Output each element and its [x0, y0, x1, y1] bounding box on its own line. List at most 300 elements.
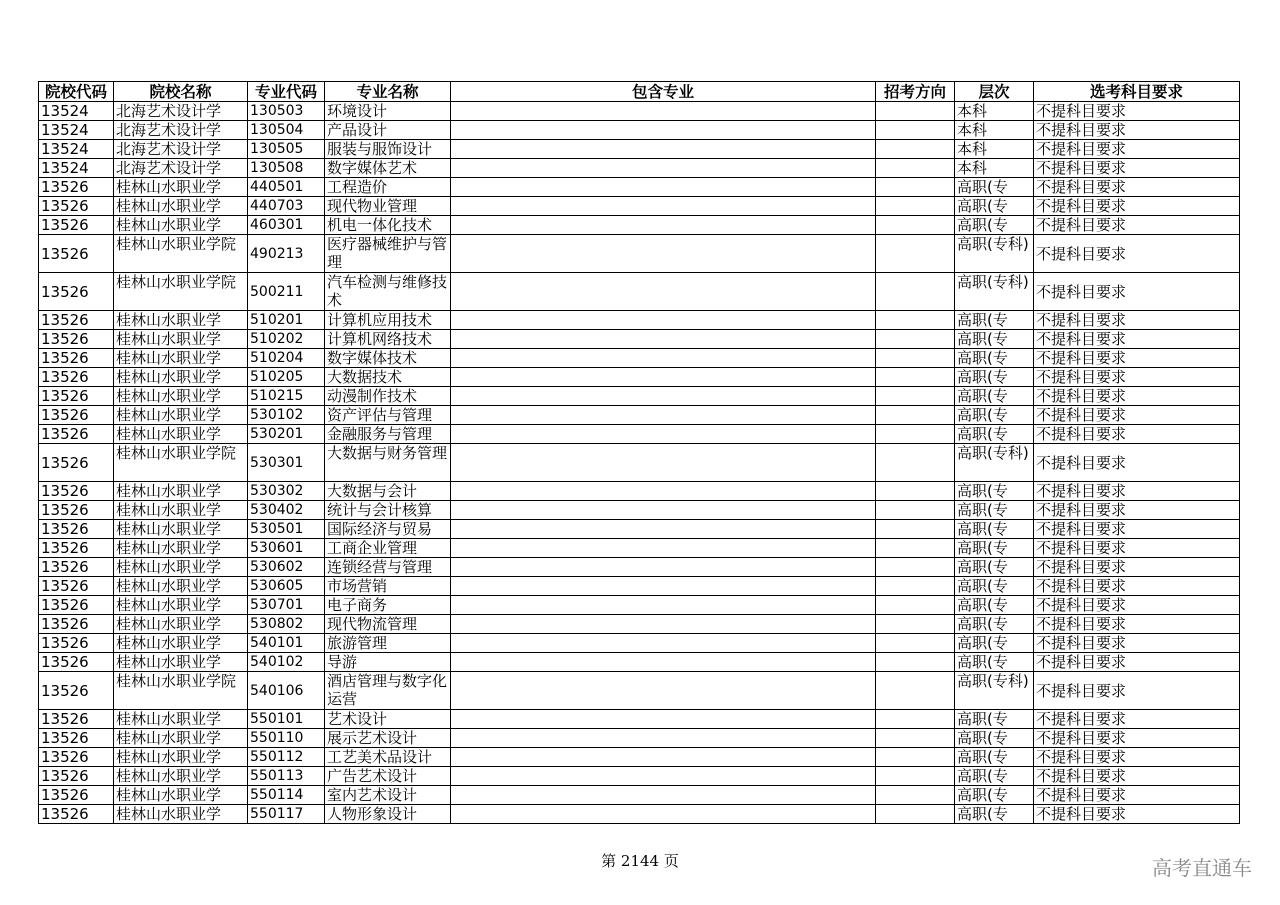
cell-major-code: 510215 — [248, 387, 325, 406]
table-row — [39, 406, 1240, 425]
cell-requirement: 不提科目要求 — [1034, 140, 1240, 159]
cell-requirement: 不提科目要求 — [1034, 501, 1240, 520]
cell-major-name: 艺术设计 — [325, 710, 451, 729]
cell-major-code: 130504 — [248, 121, 325, 140]
cell-includes — [451, 273, 876, 311]
cell-school-code: 13526 — [39, 634, 114, 653]
cell-school-name: 桂林山水职业学 — [114, 482, 248, 501]
cell-includes — [451, 178, 876, 197]
cell-major-name: 大数据技术 — [325, 368, 451, 387]
table-row — [39, 387, 1240, 406]
table-row — [39, 615, 1240, 634]
cell-includes — [451, 558, 876, 577]
cell-level: 高职(专 — [955, 349, 1034, 368]
cell-requirement: 不提科目要求 — [1034, 482, 1240, 501]
page-number: 第 2144 页 — [601, 852, 679, 870]
cell-requirement: 不提科目要求 — [1034, 634, 1240, 653]
cell-includes — [451, 159, 876, 178]
cell-school-code: 13526 — [39, 501, 114, 520]
table-row — [39, 634, 1240, 653]
cell-major-name: 市场营销 — [325, 577, 451, 596]
cell-direction — [876, 482, 955, 501]
cell-direction — [876, 387, 955, 406]
cell-level: 本科 — [955, 102, 1034, 121]
table-row — [39, 178, 1240, 197]
cell-major-name: 酒店管理与数字化运营 — [325, 672, 451, 710]
header-major-code: 专业代码 — [248, 82, 325, 102]
table-row — [39, 102, 1240, 121]
cell-school-name: 桂林山水职业学 — [114, 178, 248, 197]
cell-school-name: 桂林山水职业学 — [114, 330, 248, 349]
cell-school-name: 北海艺术设计学 — [114, 102, 248, 121]
cell-major-code: 550117 — [248, 805, 325, 824]
cell-direction — [876, 311, 955, 330]
cell-major-name: 工商企业管理 — [325, 539, 451, 558]
cell-direction — [876, 216, 955, 235]
cell-school-code: 13526 — [39, 729, 114, 748]
cell-major-code: 510202 — [248, 330, 325, 349]
cell-requirement: 不提科目要求 — [1034, 767, 1240, 786]
cell-school-name: 北海艺术设计学 — [114, 140, 248, 159]
cell-requirement: 不提科目要求 — [1034, 273, 1240, 311]
cell-major-code: 130508 — [248, 159, 325, 178]
cell-includes — [451, 387, 876, 406]
cell-includes — [451, 577, 876, 596]
cell-direction — [876, 615, 955, 634]
cell-school-name: 桂林山水职业学 — [114, 406, 248, 425]
cell-requirement: 不提科目要求 — [1034, 558, 1240, 577]
cell-includes — [451, 786, 876, 805]
watermark-logo: 高考直通车 — [1152, 856, 1252, 880]
header-includes: 包含专业 — [451, 82, 876, 102]
cell-level: 高职(专 — [955, 710, 1034, 729]
cell-school-code: 13526 — [39, 178, 114, 197]
admissions-table — [38, 81, 1240, 824]
cell-major-code: 440703 — [248, 197, 325, 216]
cell-level: 高职(专 — [955, 805, 1034, 824]
cell-major-code: 500211 — [248, 273, 325, 311]
cell-level: 高职(专 — [955, 653, 1034, 672]
cell-level: 高职(专科) — [955, 235, 1034, 273]
cell-school-code: 13526 — [39, 235, 114, 273]
cell-school-code: 13526 — [39, 786, 114, 805]
cell-level: 高职(专 — [955, 501, 1034, 520]
cell-includes — [451, 102, 876, 121]
table-row — [39, 273, 1240, 311]
cell-major-name: 汽车检测与维修技术 — [325, 273, 451, 311]
cell-direction — [876, 159, 955, 178]
cell-school-code: 13526 — [39, 596, 114, 615]
cell-school-name: 桂林山水职业学 — [114, 615, 248, 634]
cell-school-code: 13526 — [39, 387, 114, 406]
cell-school-name: 北海艺术设计学 — [114, 121, 248, 140]
table-row — [39, 349, 1240, 368]
cell-direction — [876, 729, 955, 748]
cell-major-code: 130503 — [248, 102, 325, 121]
cell-school-name: 桂林山水职业学院 — [114, 235, 248, 273]
cell-major-code: 530201 — [248, 425, 325, 444]
cell-major-name: 工艺美术品设计 — [325, 748, 451, 767]
cell-includes — [451, 748, 876, 767]
cell-level: 高职(专 — [955, 425, 1034, 444]
cell-includes — [451, 767, 876, 786]
cell-school-name: 桂林山水职业学 — [114, 558, 248, 577]
table-row — [39, 577, 1240, 596]
cell-requirement: 不提科目要求 — [1034, 805, 1240, 824]
cell-requirement: 不提科目要求 — [1034, 729, 1240, 748]
cell-school-code: 13526 — [39, 349, 114, 368]
cell-level: 高职(专 — [955, 197, 1034, 216]
cell-requirement: 不提科目要求 — [1034, 425, 1240, 444]
cell-requirement: 不提科目要求 — [1034, 786, 1240, 805]
cell-school-name: 桂林山水职业学 — [114, 634, 248, 653]
cell-major-name: 展示艺术设计 — [325, 729, 451, 748]
cell-school-code: 13524 — [39, 102, 114, 121]
cell-level: 高职(专 — [955, 406, 1034, 425]
table-row — [39, 710, 1240, 729]
cell-includes — [451, 121, 876, 140]
cell-requirement: 不提科目要求 — [1034, 520, 1240, 539]
cell-level: 高职(专 — [955, 596, 1034, 615]
cell-level: 高职(专 — [955, 368, 1034, 387]
cell-requirement: 不提科目要求 — [1034, 653, 1240, 672]
table-row — [39, 558, 1240, 577]
table-row — [39, 121, 1240, 140]
table-row — [39, 729, 1240, 748]
cell-major-code: 510201 — [248, 311, 325, 330]
cell-major-name: 产品设计 — [325, 121, 451, 140]
cell-direction — [876, 710, 955, 729]
cell-level: 高职(专 — [955, 786, 1034, 805]
header-direction: 招考方向 — [876, 82, 955, 102]
cell-direction — [876, 634, 955, 653]
cell-level: 高职(专 — [955, 748, 1034, 767]
table-row — [39, 596, 1240, 615]
cell-level: 高职(专 — [955, 216, 1034, 235]
cell-includes — [451, 615, 876, 634]
cell-level: 高职(专 — [955, 558, 1034, 577]
cell-school-code: 13526 — [39, 653, 114, 672]
cell-direction — [876, 539, 955, 558]
cell-includes — [451, 444, 876, 482]
cell-major-code: 540106 — [248, 672, 325, 710]
cell-level: 高职(专 — [955, 634, 1034, 653]
cell-level: 高职(专科) — [955, 444, 1034, 482]
cell-level: 高职(专 — [955, 387, 1034, 406]
cell-includes — [451, 805, 876, 824]
cell-requirement: 不提科目要求 — [1034, 349, 1240, 368]
cell-major-code: 530601 — [248, 539, 325, 558]
cell-major-name: 数字媒体艺术 — [325, 159, 451, 178]
cell-level: 本科 — [955, 121, 1034, 140]
cell-level: 高职(专 — [955, 178, 1034, 197]
table-row — [39, 197, 1240, 216]
cell-school-code: 13526 — [39, 539, 114, 558]
cell-major-name: 计算机应用技术 — [325, 311, 451, 330]
cell-direction — [876, 235, 955, 273]
cell-school-name: 桂林山水职业学院 — [114, 672, 248, 710]
cell-requirement: 不提科目要求 — [1034, 615, 1240, 634]
cell-direction — [876, 672, 955, 710]
cell-includes — [451, 729, 876, 748]
cell-requirement: 不提科目要求 — [1034, 539, 1240, 558]
cell-level: 高职(专 — [955, 615, 1034, 634]
cell-level: 高职(专科) — [955, 672, 1034, 710]
cell-school-code: 13526 — [39, 368, 114, 387]
cell-school-name: 桂林山水职业学 — [114, 539, 248, 558]
cell-school-name: 桂林山水职业学 — [114, 710, 248, 729]
cell-major-name: 国际经济与贸易 — [325, 520, 451, 539]
cell-major-name: 人物形象设计 — [325, 805, 451, 824]
cell-school-code: 13524 — [39, 140, 114, 159]
table-header-row — [39, 82, 1240, 102]
cell-includes — [451, 539, 876, 558]
cell-includes — [451, 235, 876, 273]
header-requirement: 选考科目要求 — [1034, 82, 1240, 102]
cell-includes — [451, 197, 876, 216]
cell-includes — [451, 349, 876, 368]
cell-school-code: 13526 — [39, 672, 114, 710]
cell-level: 高职(专 — [955, 577, 1034, 596]
cell-direction — [876, 121, 955, 140]
cell-direction — [876, 520, 955, 539]
cell-major-code: 550110 — [248, 729, 325, 748]
cell-school-name: 桂林山水职业学 — [114, 596, 248, 615]
cell-school-name: 桂林山水职业学 — [114, 349, 248, 368]
cell-major-name: 工程造价 — [325, 178, 451, 197]
cell-requirement: 不提科目要求 — [1034, 444, 1240, 482]
cell-school-name: 北海艺术设计学 — [114, 159, 248, 178]
cell-major-code: 490213 — [248, 235, 325, 273]
cell-school-name: 桂林山水职业学 — [114, 501, 248, 520]
cell-school-name: 桂林山水职业学 — [114, 387, 248, 406]
cell-major-code: 510204 — [248, 349, 325, 368]
cell-direction — [876, 349, 955, 368]
cell-direction — [876, 653, 955, 672]
cell-major-name: 大数据与财务管理 — [325, 444, 451, 482]
cell-major-code: 540102 — [248, 653, 325, 672]
cell-major-name: 金融服务与管理 — [325, 425, 451, 444]
cell-school-name: 桂林山水职业学 — [114, 311, 248, 330]
cell-school-code: 13526 — [39, 311, 114, 330]
cell-level: 高职(专 — [955, 330, 1034, 349]
cell-includes — [451, 406, 876, 425]
cell-school-code: 13526 — [39, 425, 114, 444]
cell-includes — [451, 634, 876, 653]
cell-direction — [876, 577, 955, 596]
cell-school-name: 桂林山水职业学院 — [114, 273, 248, 311]
table-row — [39, 311, 1240, 330]
cell-school-name: 桂林山水职业学 — [114, 216, 248, 235]
cell-includes — [451, 501, 876, 520]
cell-includes — [451, 672, 876, 710]
cell-major-code: 530602 — [248, 558, 325, 577]
cell-major-name: 计算机网络技术 — [325, 330, 451, 349]
cell-level: 高职(专 — [955, 311, 1034, 330]
cell-school-name: 桂林山水职业学 — [114, 197, 248, 216]
cell-direction — [876, 178, 955, 197]
cell-school-code: 13524 — [39, 121, 114, 140]
header-level: 层次 — [955, 82, 1034, 102]
table-row — [39, 539, 1240, 558]
table-row — [39, 235, 1240, 273]
cell-major-name: 机电一体化技术 — [325, 216, 451, 235]
cell-major-code: 530802 — [248, 615, 325, 634]
cell-school-code: 13526 — [39, 615, 114, 634]
cell-requirement: 不提科目要求 — [1034, 197, 1240, 216]
cell-requirement: 不提科目要求 — [1034, 102, 1240, 121]
cell-school-code: 13526 — [39, 444, 114, 482]
cell-direction — [876, 425, 955, 444]
cell-level: 本科 — [955, 140, 1034, 159]
cell-direction — [876, 501, 955, 520]
cell-direction — [876, 596, 955, 615]
cell-includes — [451, 520, 876, 539]
cell-includes — [451, 368, 876, 387]
table-row — [39, 159, 1240, 178]
cell-major-code: 530302 — [248, 482, 325, 501]
cell-includes — [451, 216, 876, 235]
cell-major-code: 530301 — [248, 444, 325, 482]
cell-major-name: 现代物业管理 — [325, 197, 451, 216]
cell-level: 本科 — [955, 159, 1034, 178]
cell-major-code: 530701 — [248, 596, 325, 615]
cell-requirement: 不提科目要求 — [1034, 330, 1240, 349]
cell-school-code: 13526 — [39, 558, 114, 577]
cell-level: 高职(专 — [955, 482, 1034, 501]
cell-school-code: 13524 — [39, 159, 114, 178]
cell-major-name: 环境设计 — [325, 102, 451, 121]
cell-major-code: 550112 — [248, 748, 325, 767]
cell-major-name: 旅游管理 — [325, 634, 451, 653]
cell-includes — [451, 653, 876, 672]
cell-includes — [451, 140, 876, 159]
header-school-name: 院校名称 — [114, 82, 248, 102]
cell-school-name: 桂林山水职业学 — [114, 729, 248, 748]
cell-requirement: 不提科目要求 — [1034, 406, 1240, 425]
cell-major-name: 电子商务 — [325, 596, 451, 615]
cell-direction — [876, 273, 955, 311]
cell-requirement: 不提科目要求 — [1034, 710, 1240, 729]
cell-major-name: 动漫制作技术 — [325, 387, 451, 406]
cell-school-name: 桂林山水职业学 — [114, 425, 248, 444]
table-row — [39, 330, 1240, 349]
cell-requirement: 不提科目要求 — [1034, 596, 1240, 615]
cell-requirement: 不提科目要求 — [1034, 216, 1240, 235]
table-row — [39, 748, 1240, 767]
cell-school-name: 桂林山水职业学 — [114, 748, 248, 767]
table-row — [39, 425, 1240, 444]
cell-school-code: 13526 — [39, 577, 114, 596]
cell-direction — [876, 748, 955, 767]
cell-includes — [451, 330, 876, 349]
cell-school-code: 13526 — [39, 748, 114, 767]
header-school-code: 院校代码 — [39, 82, 114, 102]
cell-major-name: 现代物流管理 — [325, 615, 451, 634]
cell-level: 高职(专 — [955, 539, 1034, 558]
table-row — [39, 653, 1240, 672]
table-row — [39, 501, 1240, 520]
cell-includes — [451, 596, 876, 615]
table-row — [39, 805, 1240, 824]
cell-major-code: 530605 — [248, 577, 325, 596]
cell-direction — [876, 140, 955, 159]
table-row — [39, 368, 1240, 387]
cell-level: 高职(专 — [955, 729, 1034, 748]
cell-requirement: 不提科目要求 — [1034, 235, 1240, 273]
cell-major-code: 130505 — [248, 140, 325, 159]
cell-direction — [876, 767, 955, 786]
cell-major-code: 530102 — [248, 406, 325, 425]
cell-direction — [876, 786, 955, 805]
cell-includes — [451, 482, 876, 501]
cell-school-name: 桂林山水职业学院 — [114, 444, 248, 482]
cell-direction — [876, 558, 955, 577]
cell-requirement: 不提科目要求 — [1034, 178, 1240, 197]
cell-requirement: 不提科目要求 — [1034, 672, 1240, 710]
cell-school-name: 桂林山水职业学 — [114, 577, 248, 596]
cell-direction — [876, 805, 955, 824]
cell-major-code: 530402 — [248, 501, 325, 520]
cell-major-code: 530501 — [248, 520, 325, 539]
cell-school-code: 13526 — [39, 520, 114, 539]
cell-school-code: 13526 — [39, 482, 114, 501]
cell-major-name: 资产评估与管理 — [325, 406, 451, 425]
cell-major-name: 室内艺术设计 — [325, 786, 451, 805]
cell-direction — [876, 406, 955, 425]
cell-school-name: 桂林山水职业学 — [114, 805, 248, 824]
cell-major-code: 440501 — [248, 178, 325, 197]
cell-school-code: 13526 — [39, 710, 114, 729]
cell-school-code: 13526 — [39, 767, 114, 786]
cell-major-name: 广告艺术设计 — [325, 767, 451, 786]
cell-school-name: 桂林山水职业学 — [114, 767, 248, 786]
cell-school-name: 桂林山水职业学 — [114, 786, 248, 805]
header-major-name: 专业名称 — [325, 82, 451, 102]
table-row — [39, 767, 1240, 786]
table-row — [39, 140, 1240, 159]
cell-requirement: 不提科目要求 — [1034, 577, 1240, 596]
cell-direction — [876, 368, 955, 387]
table-body — [39, 102, 1240, 824]
cell-direction — [876, 444, 955, 482]
cell-requirement: 不提科目要求 — [1034, 159, 1240, 178]
cell-requirement: 不提科目要求 — [1034, 748, 1240, 767]
cell-major-code: 540101 — [248, 634, 325, 653]
cell-school-code: 13526 — [39, 273, 114, 311]
cell-major-name: 统计与会计核算 — [325, 501, 451, 520]
cell-major-name: 数字媒体技术 — [325, 349, 451, 368]
cell-level: 高职(专 — [955, 520, 1034, 539]
cell-school-code: 13526 — [39, 216, 114, 235]
cell-major-code: 550114 — [248, 786, 325, 805]
cell-school-code: 13526 — [39, 197, 114, 216]
cell-major-name: 导游 — [325, 653, 451, 672]
table-row — [39, 672, 1240, 710]
cell-major-code: 510205 — [248, 368, 325, 387]
cell-requirement: 不提科目要求 — [1034, 311, 1240, 330]
cell-major-code: 550113 — [248, 767, 325, 786]
table-row — [39, 520, 1240, 539]
cell-school-code: 13526 — [39, 330, 114, 349]
cell-level: 高职(专 — [955, 767, 1034, 786]
cell-major-code: 460301 — [248, 216, 325, 235]
cell-major-name: 医疗器械维护与管理 — [325, 235, 451, 273]
table-row — [39, 216, 1240, 235]
cell-includes — [451, 710, 876, 729]
cell-direction — [876, 102, 955, 121]
cell-major-code: 550101 — [248, 710, 325, 729]
